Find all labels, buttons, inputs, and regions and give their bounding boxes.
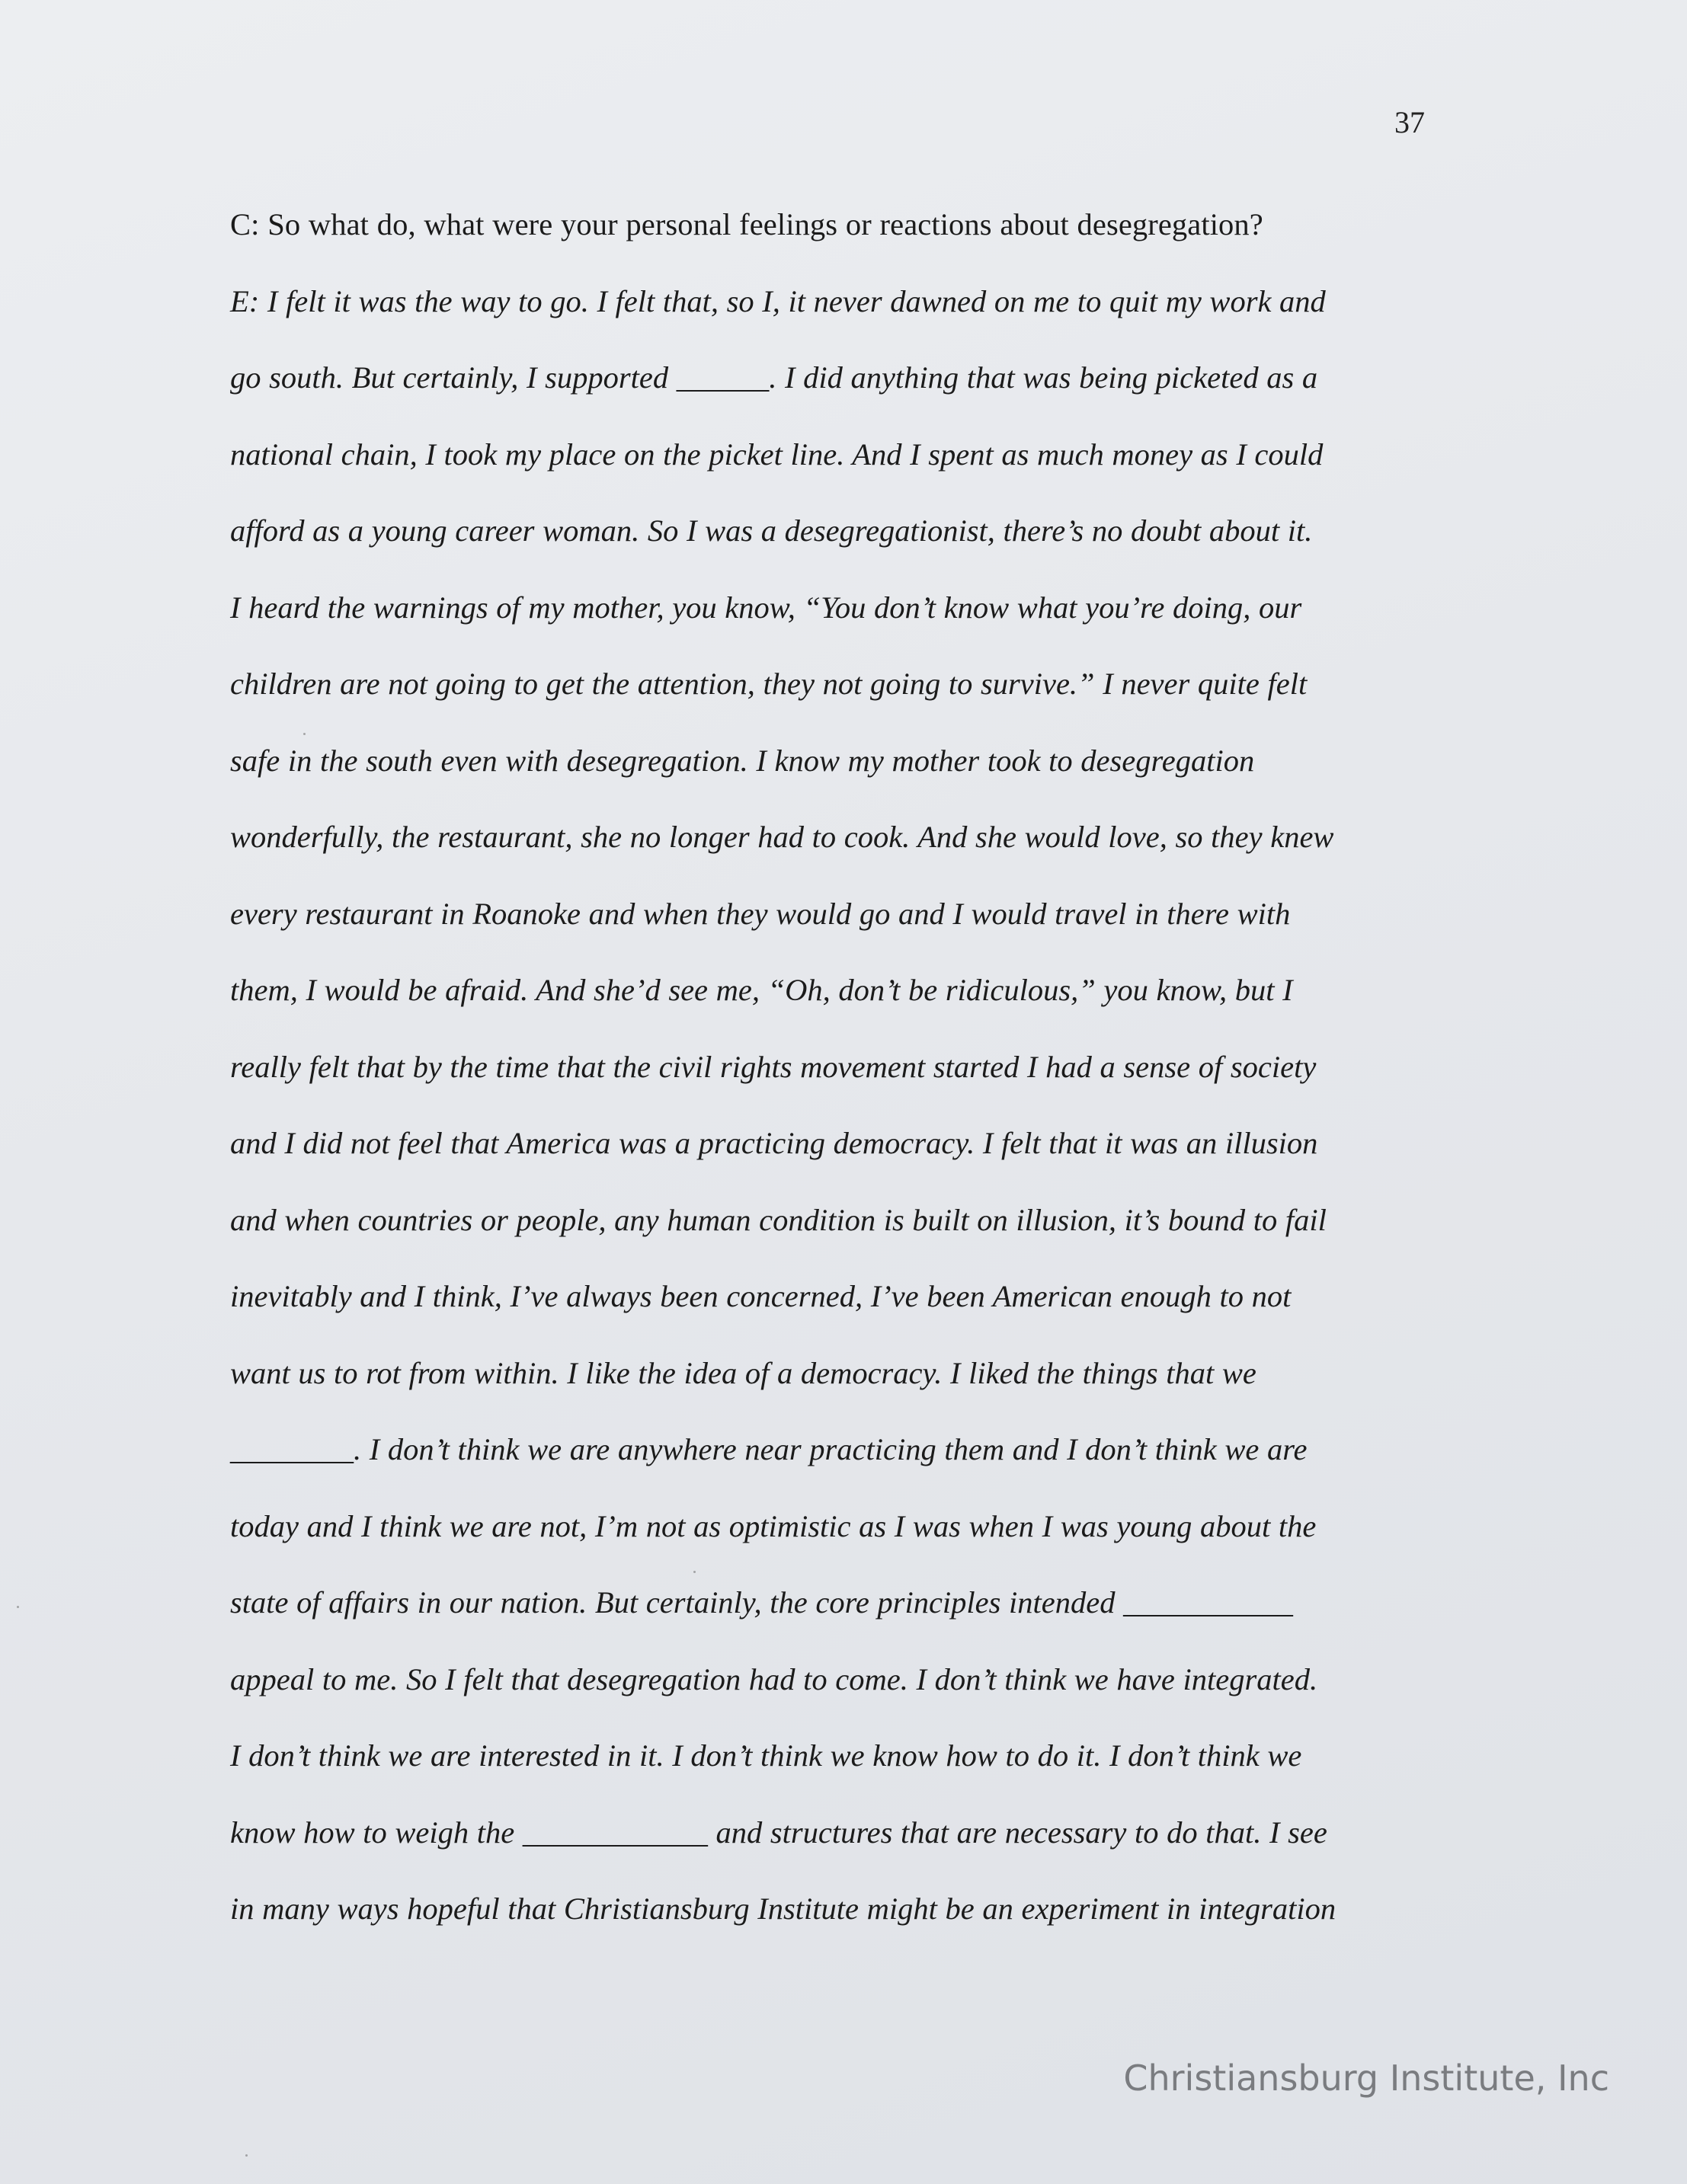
answer-line: really felt that by the time that the civil rights movement started I had a sense of society: [230, 1049, 1317, 1084]
answer-line: every restaurant in Roanoke and when they would go and I would travel in there with: [230, 896, 1291, 931]
answer-line: them, I would be afraid. And she’d see me, “Oh, don’t be ridiculous,” you know, but I: [230, 973, 1293, 1007]
answer-line: go south. But certainly, I supported ______. I did anything that was being picketed as a: [230, 360, 1318, 395]
answer-line: children are not going to get the attention, they not going to survive.” I never quite felt: [230, 667, 1308, 701]
answer-line: state of affairs in our nation. But certainly, the core principles intended ___________: [230, 1585, 1293, 1620]
paper-speck: [303, 733, 306, 735]
answer-line: today and I think we are not, I’m not as optimistic as I was when I was young about the: [230, 1508, 1317, 1543]
answer-line: and I did not feel that America was a practicing democracy. I felt that it was an illusion: [230, 1126, 1318, 1160]
answer-line: I heard the warnings of my mother, you know, “You don’t know what you’re doing, our: [230, 590, 1302, 625]
question-line: C: So what do, what were your personal feelings or reactions about desegregation?: [230, 207, 1263, 241]
answer-line: want us to rot from within. I like the idea of a democracy. I liked the things that we: [230, 1355, 1256, 1390]
paper-speck: [693, 1571, 696, 1573]
answer-line: and when countries or people, any human condition is built on illusion, it’s bound to fail: [230, 1202, 1327, 1237]
answer-line: E: I felt it was the way to go. I felt that, so I, it never dawned on me to quit my work and: [230, 283, 1326, 318]
answer-line: wonderfully, the restaurant, she no longer had to cook. And she would love, so they knew: [230, 820, 1334, 854]
paper-speck: [245, 2154, 248, 2157]
answer-line: ________. I don’t think we are anywhere near practicing them and I don’t think we are: [230, 1432, 1308, 1466]
page-number: 37: [1394, 105, 1425, 139]
answer-line: appeal to me. So I felt that desegregation had to come. I don’t think we have integrated.: [230, 1661, 1318, 1696]
transcript-body: [230, 206, 1434, 1967]
paper-speck: [17, 1606, 19, 1608]
answer-line: know how to weigh the ____________ and structures that are necessary to do that. I see: [230, 1815, 1327, 1850]
answer-line: national chain, I took my place on the picket line. And I spent as much money as I could: [230, 436, 1324, 472]
answer-line: inevitably and I think, I’ve always been concerned, I’ve been American enough to not: [230, 1279, 1292, 1313]
answer-line: safe in the south even with desegregation. I know my mother took to desegregation: [230, 743, 1255, 778]
answer-line: I don’t think we are interested in it. I don’t think we know how to do it. I don’t think we: [230, 1738, 1302, 1773]
watermark: Christiansburg Institute, Inc: [1123, 2058, 1609, 2099]
answer-line: in many ways hopeful that Christiansburg Institute might be an experiment in integration: [230, 1891, 1336, 1926]
answer-line: afford as a young career woman. So I was a desegregationist, there’s no doubt about it.: [230, 513, 1313, 548]
